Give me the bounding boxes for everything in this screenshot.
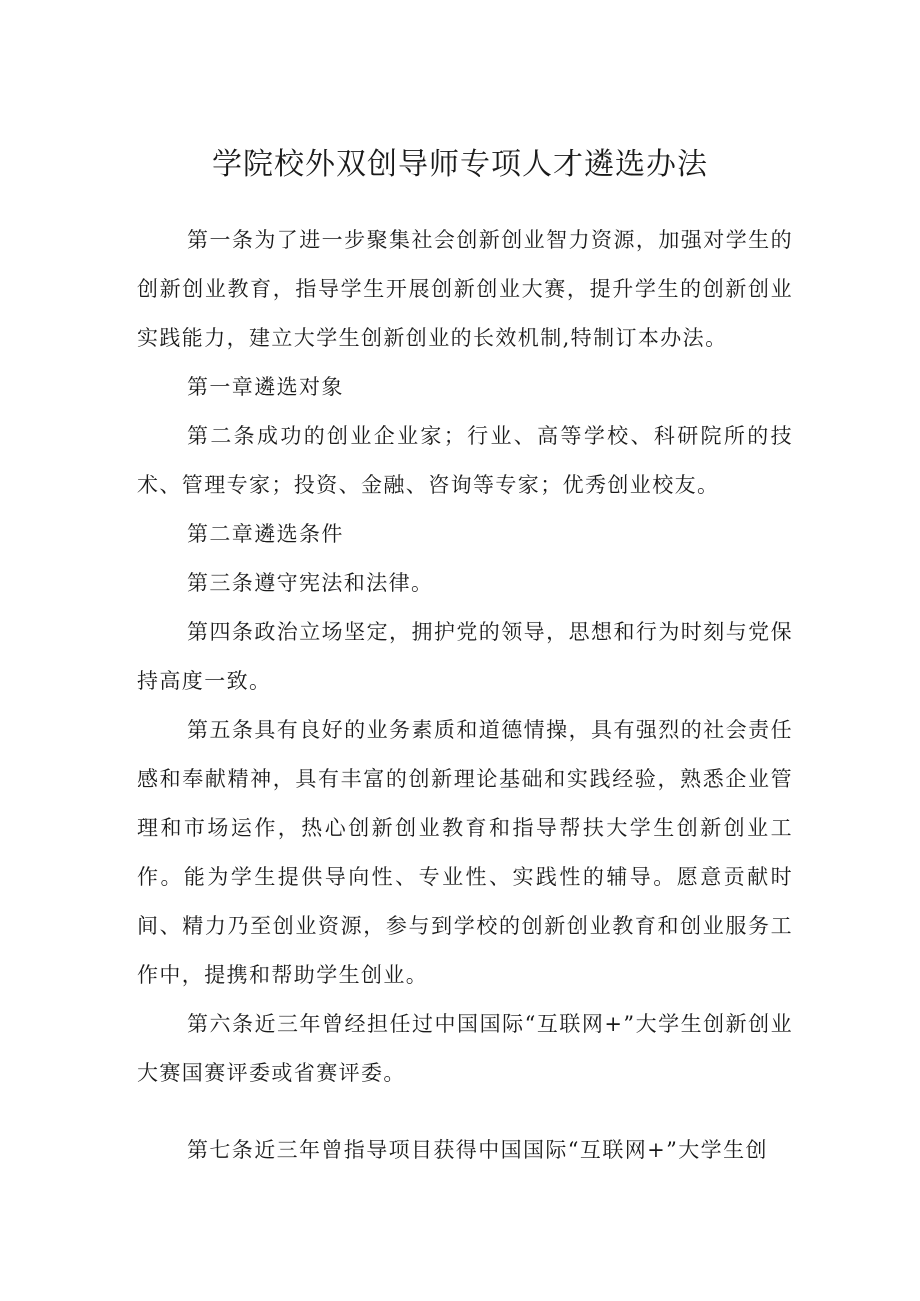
article-4-paragraph: 第四条政治立场坚定，拥护党的领导，思想和行为时刻与党保持高度一致。 bbox=[137, 620, 793, 693]
document-body bbox=[137, 216, 793, 1175]
article-5-paragraph: 第五条具有良好的业务素质和道德情操，具有强烈的社会责任感和奉献精神，具有丰富的创新理论基础和实践经验，熟悉企业管理和市场运作，热心创新创业教育和指导帮扶大学生创新创业工作。能为学生提供导向性、专业性、实践性的辅导。愿意贡献时间、精力乃至创业资源，参与到学校的创新创业教育和创业服务工作中，提携和帮助学生创业。 bbox=[137, 718, 793, 987]
article-2-paragraph: 第二条成功的创业企业家；行业、高等学校、科研院所的技术、管理专家；投资、金融、咨询等专家；优秀创业校友。 bbox=[137, 424, 793, 497]
chapter-2-heading: 第二章遴选条件 bbox=[187, 522, 344, 546]
document-title: 学院校外双创导师专项人才遴选办法 bbox=[212, 147, 708, 182]
article-6-paragraph: 第六条近三年曾经担任过中国国际“互联网+”大学生创新创业大赛国赛评委或省赛评委。 bbox=[137, 1012, 793, 1085]
article-1-paragraph: 第一条为了进一步聚集社会创新创业智力资源，加强对学生的创新创业教育，指导学生开展创新创业大赛，提升学生的创新创业实践能力，建立大学生创新创业的长效机制,特制订本办法。 bbox=[137, 228, 793, 350]
article-7-paragraph: 第七条近三年曾指导项目获得中国国际“互联网+”大学生创 bbox=[187, 1138, 768, 1162]
article-3-paragraph: 第三条遵守宪法和法律。 bbox=[187, 571, 434, 595]
chapter-1-heading: 第一章遴选对象 bbox=[187, 375, 344, 399]
